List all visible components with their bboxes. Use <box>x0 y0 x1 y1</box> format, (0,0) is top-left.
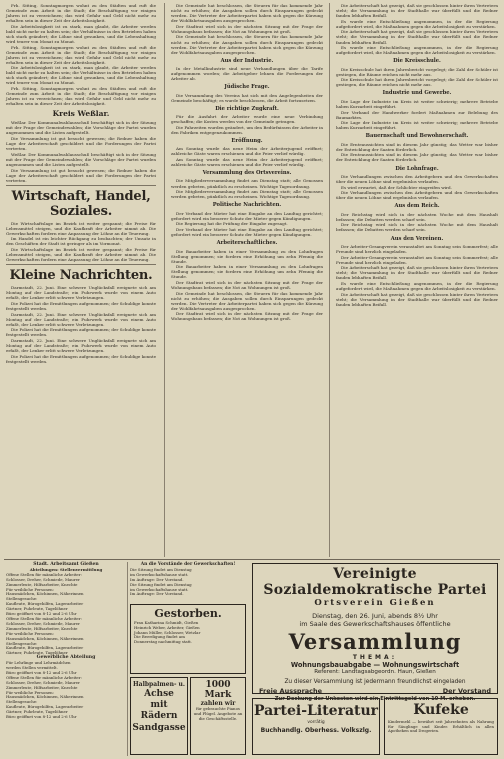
partei-eintritt: Zur Deckung der Unkosten wird ein Eintrittsgeld von 10 M. erhoben. <box>274 696 476 702</box>
col3-sec6-p1: Der Arbeiter-Gesangverein veranstaltet am Sonntag sein Sommerfest; alle Freunde sind herzlich eingeladen. <box>336 243 498 254</box>
col1-sec3-p2: Die Polizei hat die Ermittlungen aufgenommen; der Schuldige konnte festgestellt werden. <box>6 300 156 311</box>
section-title-gewerbe: Industrie und Gewerbe. <box>382 90 452 97</box>
col2-sec7-p1b: Die Bauarbeiter haben in einer Versammlung zu den Lohnfragen Stellung genommen; sie fordern eine Erhöhung um zehn Pfennig die Stunde. <box>171 264 323 280</box>
ad-line: Kaufleute, Bürogehilfen, Lagerarbeiter <box>6 601 84 607</box>
col2-sec4-p1b: Am Sonntag wurde das neue Heim der Arbeiterjugend eröffnet; zahlreiche Gäste waren erschienen und die Feier verlief würdig. <box>171 156 323 168</box>
col2-sec5-p1: Die Mitgliederversammlung findet am Dienstag statt; alle Genossen werden gebeten, pünktlich zu erscheinen. Wichtige Tagesordnung. <box>171 178 323 189</box>
section-title-vereine: Aus den Vereinen. <box>390 235 444 242</box>
column-1 <box>6 3 156 558</box>
col1-intro-1c: Frh. Sitting, Sonntagmorgen wohnt zu den Städten und ruft die Gemeinde zum Arbeit in die Stadt; die Beschäftigung vor einigen Jahren ist zu verzeichnen; das wird Gefahr und Geld nicht mehr zu erhalten sein in dieser Zeit der Arbeitslosigkeit. <box>6 86 156 107</box>
gestorben-line: Frau Katharina Schmidt, Gießen <box>134 620 199 625</box>
ad-line: Stellengesuche: <box>6 640 38 646</box>
ad-line: Für weibliche Personen: <box>6 630 54 636</box>
col3-sec1-p1: Die Kreisschule hat ihren Jahresbericht vorgelegt; die Zahl der Schüler ist gestiegen, die Räume reichen nicht mehr aus. <box>336 66 498 77</box>
ad-line: Büro geöffnet von 8-12 und 2-6 Uhr <box>6 669 77 675</box>
col2-sec3-p2: Die Fahrzeiten wurden geändert, um den Bedürfnissen der Arbeiter in den Fabriken entgegenzukommen. <box>171 124 323 135</box>
col1-sec1-p1b: Weßlar. Der Kommunalwahlausschuß beschäftigt sich in der Sitzung mit der Frage der Gemeindewahlen; die Vorschläge der Partei wurden angenommen und die Listen aufgestellt. <box>6 151 156 167</box>
partei-vorstand: Der Vorstand <box>442 687 491 695</box>
section-title-kleine: Kleine Nachrichten. <box>9 268 153 284</box>
gestorben-line: Johann Müller, Schlosser, Wetzlar <box>134 629 201 635</box>
col2-sec6-p1: Der Verband der Mieter hat eine Eingabe an den Landtag gerichtet; gefordert wird ein besserer Schutz der Mieter gegen Kündigungen. <box>171 210 323 221</box>
ad-line: Schlosser, Dreher, Schmiede, Maurer <box>6 620 80 626</box>
ad-arbeitsamt-section: Gewerbliche Abteilung <box>36 655 96 661</box>
partei-title: Vereinigte Sozialdemokratische Partei <box>263 566 487 598</box>
col3-body-1d: Die Arbeiterschaft hat gezeigt, daß sie geschlossen hinter ihren Vertretern steht; die Versammlung in der Stadthalle war überfüllt und die Redner fanden lebhaften Beifall. <box>336 291 498 307</box>
ad-arbeitsamt-title: Stadt. Arbeitsamt Gießen <box>33 562 99 567</box>
partei-row <box>253 686 497 696</box>
col3-sec4-p1b: Die Verhandlungen zwischen den Arbeitgebern und den Gewerkschaften über die neuen Löhne sind ergebnislos verlaufen. <box>336 190 498 201</box>
section-title-arbeiter: Arbeiterschaftliches. <box>216 240 278 247</box>
section-title-bauernschaft: Bauernschaft und Bewohnerschaft. <box>365 133 469 140</box>
literatur-subtitle: vorrätig <box>307 720 325 725</box>
partei-date: Dienstag, den 26. Juni, abends 8½ Uhr <box>312 612 438 620</box>
col1-sec3-p1c: Darmstadt, 22. Juni. Eine schwere Unglücksfall ereignete sich am Montag auf der Landstraße; ein Fuhrwerk wurde von einem Auto erfaßt, der Lenker erlitt schwere Verletzungen. <box>6 338 156 354</box>
ad-kufeke <box>384 698 498 755</box>
section-title-reich: Aus dem Reich. <box>394 203 440 210</box>
col1-sec1-p2b: Die Versammlung ist gut besucht gewesen; die Redner haben die Lage der Arbeiterschaft geschildert und die Forderungen der Partei vertreten. <box>6 167 156 183</box>
ad-line: Kaufleute, Bürogehilfen, Lagerarbeiter <box>6 704 84 710</box>
ad-line: Büro geöffnet von 8-12 und 2-6 Uhr <box>6 611 77 617</box>
col2-body-1: Die Gemeinde hat beschlossen, die Steuern für das kommende Jahr nicht zu erhöhen; die Ausgaben sollen durch Einsparungen gedeckt werden. Die Vertreter der Arbeiterpartei haben sich gegen die Kürzung der Wohlfahrtsausgaben ausgesprochen. <box>171 3 323 24</box>
col3-sec5-p1b: Der Reichstag wird sich in der nächsten Woche mit dem Haushalt befassen; die Debatten werden scharf sein. <box>336 222 498 233</box>
ad-line: Gärtner, Fuhrleute, Tagelöhner <box>6 650 68 656</box>
ad-achse-line4: Sandgasse <box>132 723 186 733</box>
col2-body-1c: Die Gemeinde hat beschlossen, die Steuern für das kommende Jahr nicht zu erhöhen; die Ausgaben sollen durch Einsparungen gedeckt werden. Die Vertreter der Arbeiterpartei haben sich gegen die Kürzung der Wohlfahrtsausgaben ausgesprochen. <box>171 290 323 311</box>
ad-line: Kaufleute, Bürogehilfen, Lagerarbeiter <box>6 645 84 651</box>
literatur-title: Partei-Literatur <box>253 703 379 719</box>
col1-sec3-p2b: Die Polizei hat die Ermittlungen aufgenommen; der Schuldige konnte festgestellt werden. <box>6 327 156 338</box>
partei-subtitle: Ortsverein Gießen <box>314 598 436 608</box>
col3-body-1b: Die Arbeiterschaft hat gezeigt, daß sie geschlossen hinter ihren Vertretern steht; die Versammlung in der Stadthalle war überfüllt und die Redner fanden lebhaften Beifall. <box>336 29 498 45</box>
section-title-zugkraft: Die richtige Zugkraft. <box>215 105 279 112</box>
col3-sec4-p1: Die Verhandlungen zwischen den Arbeitgebern und den Gewerkschaften über die neuen Löhne sind ergebnislos verlaufen. <box>336 173 498 184</box>
column-divider <box>329 3 330 557</box>
ad-mark-amount: 1000 <box>205 680 231 690</box>
col1-sec1-p1: Weßlar. Der Kommunalwahlausschuß beschäftigt sich in der Sitzung mit der Frage der Gemeindewahlen; die Vorschläge der Partei wurden angenommen und die Listen aufgestellt. <box>6 120 156 136</box>
ad-gestorben <box>130 604 246 674</box>
section-title-lohnfrage: Die Lohnfrage. <box>395 165 439 172</box>
partei-thema-label: THEMA: <box>352 654 398 661</box>
col2-body-2: Der Stadtrat wird sich in der nächsten Sitzung mit der Frage der Wohnungsbaus befassen; die Not an Wohnungen ist groß. <box>171 23 323 34</box>
ad-line: Büro geöffnet von 8-12 und 2-6 Uhr <box>6 714 77 720</box>
col3-body-2b: Es wurde eine Entschließung angenommen, in der die Regierung aufgefordert wird, die Maßnahmen gegen die Arbeitslosigkeit zu verstärken. <box>336 45 498 56</box>
ad-achse-line2: Achse <box>144 689 174 699</box>
ad-line: im Gewerkschaftshause statt. <box>130 571 189 577</box>
ad-gewerkschaft <box>130 563 246 603</box>
col2-sec1-p1: In der Metallindustrie sind neue Verhandlungen über die Tarife aufgenommen worden; die Arbeitgeber lehnen die Forderungen der Arbeiter ab. <box>171 66 323 82</box>
col2-body-1b: Die Gemeinde hat beschlossen, die Steuern für das kommende Jahr nicht zu erhöhen; die Ausgaben sollen durch Einsparungen gedeckt werden. Die Vertreter der Arbeiterpartei haben sich gegen die Kürzung der Wohlfahrtsausgaben ausgesprochen. <box>171 34 323 55</box>
section-title-politik: Politische Nachrichten. <box>212 202 282 209</box>
partei-invitation: Zu dieser Versammlung ist jedermann freundlichst eingeladen <box>284 679 466 685</box>
col2-sec2-p1: Die Versammlung des Vereins hat sich mit den Angelegenheiten der Gemeinde beschäftigt; es wurde beschlossen, die Arbeit fortzusetzen. <box>171 92 323 103</box>
ad-line: Hausmädchen, Köchinnen, Näherinnen <box>6 635 84 641</box>
col3-sec5-p1: Der Reichstag wird sich in der nächsten Woche mit dem Haushalt befassen; die Debatten werden scharf sein. <box>336 211 498 222</box>
kufeke-text: Kindermehl — bewährt seit Jahrzehnten als Nahrung für Säuglinge und Kinder. Erhältlich in allen Apotheken und Drogerien. <box>388 719 494 734</box>
col3-sec4-p2: Es wird erwartet, daß der Schlichter eingreifen wird. <box>341 184 452 190</box>
section-title-industrie: Aus der Industrie. <box>220 57 274 64</box>
ad-line: Zimmerleute, Hilfsarbeiter, Knechte <box>6 581 78 587</box>
col2-sec5-p1b: Die Mitgliederversammlung findet am Dienstag statt; alle Genossen werden gebeten, pünktlich zu erscheinen. Wichtige Tagesordnung. <box>171 189 323 200</box>
partei-aussprache: Freie Aussprache <box>259 687 323 695</box>
ads-divider <box>127 562 128 756</box>
col3-sec3-p1b: Die Ernteaussichten sind in diesem Jahr günstig; das Wetter war bisher der Entwicklung der Saaten förderlich. <box>336 152 498 163</box>
ad-line: im Gewerkschaftshause statt. <box>130 586 189 592</box>
literatur-store: Buchhandlg. Oberhess. Volkszlg. <box>260 727 372 734</box>
col2-sec7-p1: Die Bauarbeiter haben in einer Versammlung zu den Lohnfragen Stellung genommen; sie fordern eine Erhöhung um zehn Pfennig die Stunde. <box>171 248 323 264</box>
ad-line: Für Lehrlinge und Lehrmädchen <box>6 660 71 666</box>
partei-versammlung-heading: Versammlung <box>288 629 462 654</box>
col3-sec1-p1b: Die Kreisschule hat ihren Jahresbericht vorgelegt; die Zahl der Schüler ist gestiegen, die Räume reichen nicht mehr aus. <box>336 77 498 88</box>
col2-sec4-p1: Am Sonntag wurde das neue Heim der Arbeiterjugend eröffnet; zahlreiche Gäste waren erschienen und die Feier verlief würdig. <box>171 146 323 157</box>
col3-sec3-p1: Die Ernteaussichten sind in diesem Jahr günstig; das Wetter war bisher der Entwicklung der Saaten förderlich. <box>336 141 498 152</box>
ad-line: Offene Stellen für männliche Arbeiter: <box>6 615 82 621</box>
ad-line: Schlosser, Dreher, Schmiede, Maurer <box>6 576 80 582</box>
col1-sec2-p1b: Die Wirtschaftslage im Bezirk ist weiter gespannt; die Preise für Lebensmittel steigen, und die Kaufkraft der Arbeiter nimmt ab. Die Gewerkschaften fordern eine Anpassung der Löhne an die Teuerung. <box>6 247 156 263</box>
ad-line: Stellengesuche: <box>6 699 38 705</box>
ad-line: Für weibliche Personen: <box>6 689 54 695</box>
col3-body-2: Es wurde eine Entschließung angenommen, in der die Regierung aufgefordert wird, die Maßnahmen gegen die Arbeitslosigkeit zu verstärken. <box>336 18 498 29</box>
col2-body-2c: Der Stadtrat wird sich in der nächsten Sitzung mit der Frage der Wohnungsbaus befassen; die Not an Wohnungen ist groß. <box>171 311 323 322</box>
gestorben-line: Donnerstag nachmittag statt. <box>134 639 193 645</box>
col1-intro-1: Frh. Sitting, Sonntagmorgen wohnt zu den Städten und ruft die Gemeinde zum Arbeit in die Stadt; die Beschäftigung vor einigen Jahren ist zu verzeichnen; das wird Gefahr und Geld nicht mehr zu erhalten sein in dieser Zeit der Arbeitslosigkeit. <box>6 3 156 24</box>
ad-gewerkschaft-title: An die Vorstände der Gewerkschaften! <box>140 562 236 567</box>
col3-sec2-p1b: Die Lage der Industrie im Kreis ist weiter schwierig; mehrere Betriebe haben Kurzarbeit eingeführt. <box>336 120 498 131</box>
ad-line: Die Sitzung findet am Dienstag <box>130 566 192 572</box>
ad-line: Für weibliche Personen: <box>6 586 54 592</box>
ad-mark-text: für gebrauchte Pianos und Flügel. Angebote an die Geschäftsstelle. <box>193 706 243 721</box>
col2-body-2b: Der Stadtrat wird sich in der nächsten Sitzung mit der Frage der Wohnungsbaus befassen; die Not an Wohnungen ist groß. <box>171 279 323 291</box>
gestorben-line: Die Beerdigung findet am <box>134 634 185 640</box>
col1-sec1-p2: Die Versammlung ist gut besucht gewesen; die Redner haben die Lage der Arbeiterschaft geschildert und die Forderungen der Partei vertreten. <box>6 136 156 152</box>
gestorben-text <box>131 620 245 646</box>
ad-achse-line3: mit Rädern <box>140 700 178 721</box>
col3-sec6-p1b: Der Arbeiter-Gesangverein veranstaltet am Sonntag sein Sommerfest; alle Freunde sind herzlich eingeladen. <box>336 254 498 265</box>
ads-separator <box>4 559 500 560</box>
col1-intro-2b: Die Arbeitslosigkeit ist zu stark, man glaubt, die Arbeiter werden bald nicht mehr zu halten sein; die Verhältnisse in den Betrieben haben sich stark geändert; die Löhne sind gesunken, und die Lebenshaltung wird teurer von Monat zu Monat. <box>6 65 156 86</box>
col1-intro-1b: Frh. Sitting, Sonntagmorgen wohnt zu den Städten und ruft die Gemeinde zum Arbeit in die Stadt; die Beschäftigung vor einigen Jahren ist zu verzeichnen; das wird Gefahr und Geld nicht mehr zu erhalten sein in dieser Zeit der Arbeitslosigkeit. <box>6 44 156 65</box>
col3-sec2-p1: Die Lage der Industrie im Kreis ist weiter schwierig; mehrere Betriebe haben Kurzarbeit eingeführt. <box>336 98 498 109</box>
section-title-wirtschaft: Wirtschaft, Handel, Soziales. <box>11 188 151 219</box>
col1-sec2-p1: Die Wirtschaftslage im Bezirk ist weiter gespannt; die Preise für Lebensmittel steigen, und die Kaufkraft der Arbeiter nimmt ab. Die Gewerkschaften fordern eine Anpassung der Löhne an die Teuerung. <box>6 220 156 236</box>
ad-partei-literatur <box>252 698 380 755</box>
ad-line: Gärtner, Fuhrleute, Tagelöhner <box>6 606 68 612</box>
col1-sec3-p1b: Darmstadt, 22. Juni. Eine schwere Unglücksfall ereignete sich am Montag auf der Landstraße; ein Fuhrwerk wurde von einem Auto erfaßt, der Lenker erlitt schwere Verletzungen. <box>6 311 156 327</box>
column-3 <box>336 3 498 558</box>
section-title-ortsverein: Versammlung des Ortsvereins. <box>202 170 292 177</box>
col3-body-1: Die Arbeiterschaft hat gezeigt, daß sie geschlossen hinter ihren Vertretern steht; die Versammlung in der Stadthalle war überfüllt und die Redner fanden lebhaften Beifall. <box>336 3 498 19</box>
col3-body-1c: Die Arbeiterschaft hat gezeigt, daß sie geschlossen hinter ihren Vertretern steht; die Versammlung in der Stadthalle war überfüllt und die Redner fanden lebhaften Beifall. <box>336 265 498 281</box>
section-title-kreisschule: Die Kreisschule. <box>393 58 441 65</box>
gestorben-title: Gestorben. <box>154 607 222 620</box>
ad-achse <box>130 677 188 755</box>
divider <box>6 264 156 265</box>
ad-partei-versammlung <box>252 563 498 702</box>
ad-line: Die Sitzung findet am Dienstag <box>130 581 192 587</box>
col1-intro-2: Die Arbeitslosigkeit ist zu stark, man glaubt, die Arbeiter werden bald nicht mehr zu halten sein; die Verhältnisse in den Betrieben haben sich stark geändert; die Löhne sind gesunken, und die Lebenshaltung wird teurer von Monat zu Monat. <box>6 23 156 44</box>
ad-achse-line1: Halbpalmen- u. <box>133 681 185 688</box>
col1-sec2-p2: Im Handel ist ein leichter Rückgang zu beobachten; der Umsatz in den Geschäften der Stadt ist geringer als im Vormonat. <box>6 236 156 247</box>
section-title-eroeffnung: Eröffnung. <box>231 137 263 144</box>
ad-line: Schlosser, Dreher, Schmiede, Maurer <box>6 679 80 685</box>
col2-sec6-p1b: Der Verband der Mieter hat eine Eingabe an den Landtag gerichtet; gefordert wird ein besserer Schutz der Mieter gegen Kündigungen. <box>171 227 323 238</box>
col3-body-2c: Es wurde eine Entschließung angenommen, in der die Regierung aufgefordert wird, die Maßnahmen gegen die Arbeitslosigkeit zu verstärken. <box>336 281 498 292</box>
ad-line: Zimmerleute, Hilfsarbeiter, Knechte <box>6 625 78 631</box>
ad-mark-line3: zahlen wir <box>200 700 236 707</box>
col2-sec6-p2: Die Regierung hat die Prüfung der Eingabe zugesagt. <box>176 221 288 227</box>
ad-line: Gärtner, Fuhrleute, Tagelöhner <box>6 709 68 715</box>
partei-referent: Referent: Landtagsabgeordn. Haun, Gießen <box>314 669 436 675</box>
section-title-juedisch: Jüdische Frage. <box>224 84 270 91</box>
gestorben-line: Heinrich Weber, Arbeiter, Gießen <box>134 624 200 630</box>
partei-venue: im Saale des Gewerkschaftshauses öffentliche <box>299 620 451 628</box>
ad-line: Hausmädchen, Köchinnen, Näherinnen <box>6 591 84 597</box>
ad-line: Zimmerleute, Hilfsarbeiter, Knechte <box>6 684 78 690</box>
divider <box>6 185 156 186</box>
col1-sec3-p2c: Die Polizei hat die Ermittlungen aufgenommen; der Schuldige konnte festgestellt werden. <box>6 353 156 364</box>
ad-arbeitsamt-subtitle: Abteilungen: Stellenvermittlung <box>29 566 103 572</box>
ad-mark-unit: Mark <box>204 690 232 700</box>
partei-topic: Wohnungsbauabgabe — Wohnungswirtschaft <box>290 661 460 669</box>
col3-sec2-p2: Der Verband der Handwerker fordert Maßnahmen zur Belebung des Baumarktes. <box>336 109 498 120</box>
ad-line: Stellengesuche: <box>6 596 38 602</box>
section-title-kreis: Kreis Weßlar. <box>52 109 110 119</box>
ad-arbeitsamt <box>6 563 126 755</box>
col1-sec3-p1: Darmstadt, 22. Juni. Eine schwere Unglücksfall ereignete sich am Montag auf der Landstraße; ein Fuhrwerk wurde von einem Auto erfaßt, der Lenker erlitt schwere Verletzungen. <box>6 285 156 301</box>
kufeke-title: Kufeke <box>413 702 469 718</box>
ad-line: Offene Stellen für männliche Arbeiter: <box>6 571 82 577</box>
col2-sec3-p1: Für die Ausfahrt der Arbeiter wurde eine neue Verbindung geschaffen; die Kosten werden von der Gemeinde getragen. <box>171 114 323 125</box>
ad-line: Im Auftrage: Der Vorstand. <box>130 591 184 597</box>
ad-1000-mark <box>190 677 246 755</box>
ad-line: Im Auftrage: Der Vorstand. <box>130 576 184 582</box>
ad-line: Hausmädchen, Köchinnen, Näherinnen <box>6 694 84 700</box>
column-divider <box>164 3 165 557</box>
column-2 <box>171 3 323 558</box>
ad-line: Offene Stellen für männliche Arbeiter: <box>6 674 82 680</box>
ad-line: werden Stellen vermittelt. <box>6 665 58 671</box>
